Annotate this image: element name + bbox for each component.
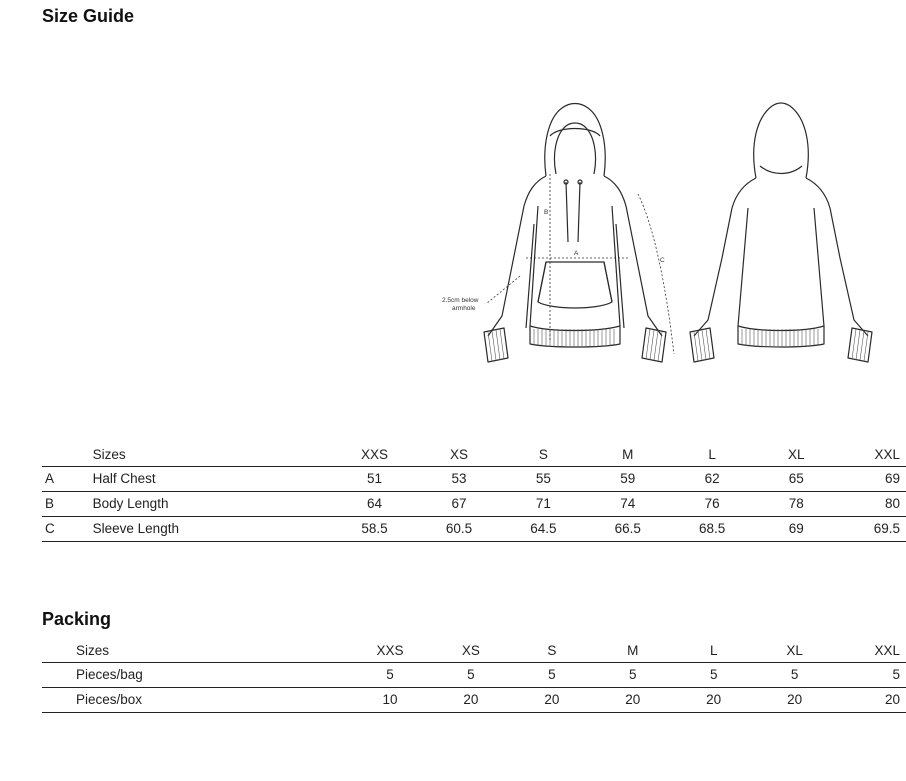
header-size: XXS	[332, 443, 416, 466]
cell-value: 59	[586, 466, 670, 491]
row-letter: C	[42, 516, 93, 541]
cell-value: 69.5	[838, 516, 906, 541]
header-size: S	[501, 443, 585, 466]
header-size: M	[592, 640, 673, 662]
size-guide-table	[42, 443, 906, 542]
cell-value: 78	[754, 491, 838, 516]
header-size: XS	[430, 640, 511, 662]
table-row	[42, 466, 906, 491]
header-sizes: Sizes	[93, 443, 333, 466]
row-label: Body Length	[93, 491, 333, 516]
row-letter: B	[42, 491, 93, 516]
marker-a-label: A	[574, 250, 579, 257]
hoodie-illustration	[438, 96, 878, 372]
cell-value: 68.5	[670, 516, 754, 541]
measure-note-line2: armhole	[452, 305, 476, 312]
cell-value: 69	[754, 516, 838, 541]
row-label: Half Chest	[93, 466, 333, 491]
cell-value: 74	[586, 491, 670, 516]
row-letter: A	[42, 466, 93, 491]
cell-value: 60.5	[417, 516, 501, 541]
size-table-header-row	[42, 443, 906, 466]
cell-value: 20	[835, 687, 906, 712]
row-label: Pieces/box	[42, 687, 350, 712]
header-size: XS	[417, 443, 501, 466]
cell-value: 10	[350, 687, 431, 712]
table-row	[42, 516, 906, 541]
size-guide-title: Size Guide	[42, 6, 135, 26]
hoodie-back-icon	[690, 103, 872, 362]
cell-value: 20	[754, 687, 835, 712]
cell-value: 53	[417, 466, 501, 491]
header-size: M	[586, 443, 670, 466]
header-sizes: Sizes	[42, 640, 350, 662]
cell-value: 5	[592, 662, 673, 687]
header-size: XXL	[838, 443, 906, 466]
cell-value: 76	[670, 491, 754, 516]
cell-value: 69	[838, 466, 906, 491]
table-row	[42, 662, 906, 687]
packing-table	[42, 640, 906, 713]
cell-value: 5	[673, 662, 754, 687]
marker-c-label: C	[660, 257, 665, 264]
cell-value: 20	[511, 687, 592, 712]
cell-value: 58.5	[332, 516, 416, 541]
header-size: L	[673, 640, 754, 662]
cell-value: 51	[332, 466, 416, 491]
cell-value: 62	[670, 466, 754, 491]
cell-value: 5	[835, 662, 906, 687]
packing-title: Packing	[42, 609, 112, 629]
table-row	[42, 687, 906, 712]
cell-value: 20	[430, 687, 511, 712]
hoodie-front-icon	[484, 104, 666, 363]
header-size: XXL	[835, 640, 906, 662]
header-size: S	[511, 640, 592, 662]
cell-value: 65	[754, 466, 838, 491]
cell-value: 64.5	[501, 516, 585, 541]
cell-value: 55	[501, 466, 585, 491]
cell-value: 5	[430, 662, 511, 687]
header-size: L	[670, 443, 754, 466]
cell-value: 80	[838, 491, 906, 516]
packing-table-header-row	[42, 640, 906, 662]
header-size: XXS	[350, 640, 431, 662]
cell-value: 66.5	[586, 516, 670, 541]
marker-b-label: B	[544, 209, 549, 216]
cell-value: 67	[417, 491, 501, 516]
cell-value: 5	[511, 662, 592, 687]
measure-note-line1: 2.5cm below	[442, 297, 479, 304]
cell-value: 5	[754, 662, 835, 687]
cell-value: 20	[673, 687, 754, 712]
table-row	[42, 491, 906, 516]
cell-value: 71	[501, 491, 585, 516]
row-label: Sleeve Length	[93, 516, 333, 541]
cell-value: 64	[332, 491, 416, 516]
cell-value: 5	[350, 662, 431, 687]
row-label: Pieces/bag	[42, 662, 350, 687]
header-size: XL	[754, 640, 835, 662]
cell-value: 20	[592, 687, 673, 712]
header-size: XL	[754, 443, 838, 466]
